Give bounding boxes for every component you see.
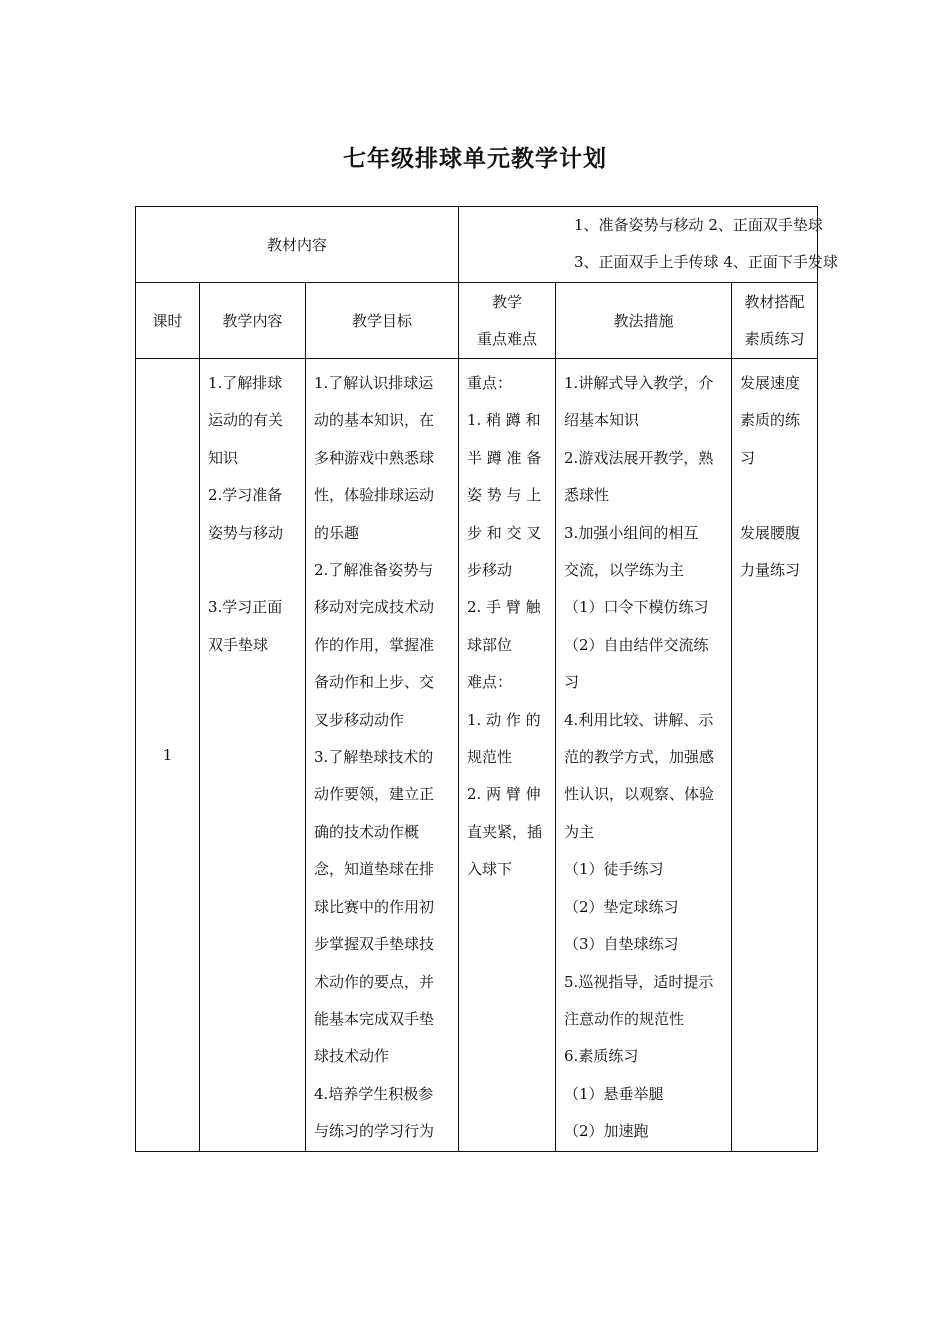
cell-line: 球技术动作 bbox=[314, 1047, 390, 1066]
cell-line: 难点： bbox=[467, 673, 513, 692]
header-row bbox=[136, 283, 818, 359]
fitness-list bbox=[732, 359, 817, 589]
cell-line: 交流，以学练为主 bbox=[564, 561, 685, 580]
header-objective-label: 教学目标 bbox=[352, 312, 413, 330]
cell-line: 与练习的学习行为 bbox=[314, 1122, 435, 1141]
cell-line: 叉步移动动作 bbox=[314, 710, 405, 729]
cell-line bbox=[740, 477, 811, 514]
header-methods-label: 教法措施 bbox=[613, 312, 674, 330]
cell-line: 范的教学方式，加强感 bbox=[564, 748, 715, 767]
page-title: 七年级排球单元教学计划 bbox=[343, 146, 607, 172]
cell-line: （2）加速跑 bbox=[564, 1122, 649, 1141]
cell-line: 5.巡视指导，适时提示 bbox=[564, 972, 714, 991]
cell-line: 术动作的要点，并 bbox=[314, 972, 435, 991]
cell-line: 步掌握双手垫球技 bbox=[314, 935, 435, 954]
period-number: 1 bbox=[162, 745, 173, 764]
cell-line: 1.了解认识排球运 bbox=[314, 374, 434, 392]
cell-line: 1. 动 作 的 bbox=[467, 710, 541, 729]
cell-line: 多种游戏中熟悉球 bbox=[314, 448, 435, 467]
cell-line: 姿势与移动 bbox=[208, 523, 284, 542]
header-keypoints-line: 重点难点 bbox=[477, 329, 538, 348]
cell-line: 1.讲解式导入教学，介 bbox=[564, 374, 714, 392]
lesson-row bbox=[136, 359, 818, 1152]
cell-line: 规范性 bbox=[467, 748, 513, 767]
cell-line: 习 bbox=[740, 448, 756, 467]
cell-line: 作的作用，掌握准 bbox=[314, 635, 435, 654]
cell-line: 步移动 bbox=[467, 561, 513, 580]
content-cell bbox=[200, 359, 306, 1152]
cell-line: 3.加强小组间的相互 bbox=[564, 523, 699, 542]
cell-line: （2）垫定球练习 bbox=[564, 897, 679, 916]
cell-line: 2. 两 臂 伸 bbox=[467, 785, 541, 804]
cell-line bbox=[208, 552, 299, 589]
cell-line: 备动作和上步、交 bbox=[314, 673, 435, 692]
header-fitness-line: 素质练习 bbox=[744, 329, 805, 348]
cell-line: 素质的练 bbox=[740, 411, 801, 430]
header-keypoints-line: 教学 bbox=[492, 292, 523, 311]
materials-line: 3、正面双手上手传球 4、正面下手发球 bbox=[574, 253, 838, 271]
objective-list bbox=[306, 359, 458, 1151]
cell-line: 2.学习准备 bbox=[208, 486, 283, 505]
cell-line: 的乐趣 bbox=[314, 523, 360, 542]
cell-line: 重点： bbox=[467, 374, 513, 392]
header-methods bbox=[556, 283, 732, 359]
keypoints-list bbox=[459, 359, 555, 889]
cell-line: 3.了解垫球技术的 bbox=[314, 748, 434, 767]
cell-line: 4.培养学生积极参 bbox=[314, 1084, 434, 1103]
cell-line: 姿 势 与 上 bbox=[467, 486, 542, 505]
materials-label-cell bbox=[136, 207, 459, 283]
header-content bbox=[200, 283, 306, 359]
header-content-label: 教学内容 bbox=[222, 312, 283, 330]
cell-line: 球比赛中的作用初 bbox=[314, 897, 435, 916]
cell-line: 发展速度 bbox=[740, 374, 801, 392]
cell-line: 2. 手 臂 触 bbox=[467, 598, 541, 617]
cell-line: 1. 稍 蹲 和 bbox=[467, 411, 541, 430]
period-cell bbox=[136, 359, 200, 1152]
cell-line: 为主 bbox=[564, 822, 595, 841]
cell-line: 知识 bbox=[208, 448, 239, 467]
materials-row bbox=[136, 207, 818, 283]
cell-line: （2）自由结伴交流练 bbox=[564, 635, 709, 654]
cell-line: 确的技术动作概 bbox=[314, 822, 420, 841]
content-list bbox=[200, 359, 305, 664]
cell-line: 2.游戏法展开教学，熟 bbox=[564, 448, 714, 467]
header-objective bbox=[306, 283, 459, 359]
cell-line: 球部位 bbox=[467, 635, 513, 654]
cell-line: 力量练习 bbox=[740, 561, 801, 580]
cell-line: 性认识，以观察、体验 bbox=[564, 785, 715, 804]
cell-line: 直夹紧，插 bbox=[467, 822, 543, 841]
teaching-plan-table bbox=[135, 206, 838, 1152]
header-fitness-line: 教材搭配 bbox=[744, 292, 805, 311]
materials-content-cell bbox=[459, 207, 838, 283]
cell-line: 移动对完成技术动 bbox=[314, 598, 435, 617]
cell-line: （1）徒手练习 bbox=[564, 860, 664, 879]
cell-line: 3.学习正面 bbox=[208, 598, 283, 617]
cell-line: 步 和 交 叉 bbox=[467, 523, 542, 542]
cell-line: 6.素质练习 bbox=[564, 1047, 639, 1066]
cell-line: （1）悬垂举腿 bbox=[564, 1084, 664, 1103]
materials-line: 1、准备姿势与移动 2、正面双手垫球 bbox=[574, 216, 823, 234]
cell-line: 入球下 bbox=[467, 860, 513, 879]
cell-line: 性，体验排球运动 bbox=[314, 486, 435, 505]
methods-cell bbox=[556, 359, 732, 1152]
header-period bbox=[136, 283, 200, 359]
cell-line: 发展腰腹 bbox=[740, 523, 801, 542]
objective-cell bbox=[306, 359, 459, 1152]
cell-line: 动的基本知识，在 bbox=[314, 411, 435, 430]
header-period-label: 课时 bbox=[152, 312, 183, 330]
cell-line: 运动的有关 bbox=[208, 411, 284, 430]
keypoints-cell bbox=[459, 359, 556, 1152]
cell-line: 念，知道垫球在排 bbox=[314, 860, 435, 879]
cell-line: 半 蹲 准 备 bbox=[467, 448, 542, 467]
header-keypoints bbox=[459, 283, 556, 359]
methods-list bbox=[556, 359, 731, 1151]
cell-line: 悉球性 bbox=[564, 486, 610, 505]
header-fitness bbox=[732, 283, 818, 359]
cell-line: 双手垫球 bbox=[208, 635, 269, 654]
cell-line: 2.了解准备姿势与 bbox=[314, 561, 434, 580]
cell-line: 绍基本知识 bbox=[564, 411, 640, 430]
fitness-cell bbox=[732, 359, 818, 1152]
cell-line: （1）口令下模仿练习 bbox=[564, 598, 709, 617]
cell-line: 4.利用比较、讲解、示 bbox=[564, 710, 714, 729]
cell-line: 1.了解排球 bbox=[208, 374, 283, 392]
materials-label: 教材内容 bbox=[267, 236, 328, 254]
cell-line: 动作要领，建立正 bbox=[314, 785, 435, 804]
cell-line: 能基本完成双手垫 bbox=[314, 1009, 435, 1028]
cell-line: （3）自垫球练习 bbox=[564, 935, 679, 954]
cell-line: 注意动作的规范性 bbox=[564, 1009, 685, 1028]
cell-line: 习 bbox=[564, 673, 580, 692]
